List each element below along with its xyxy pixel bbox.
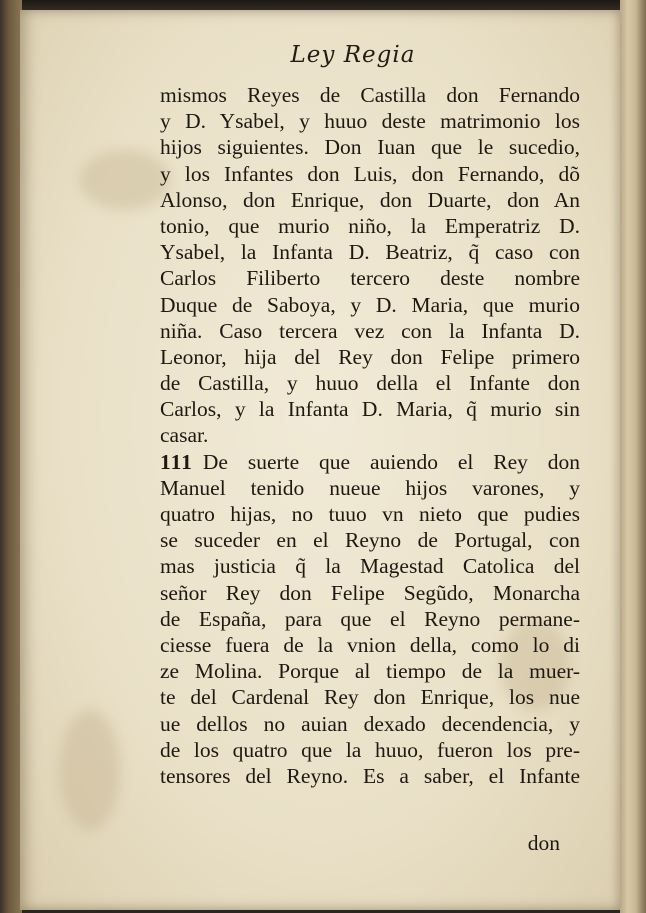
text-line: casar.	[160, 423, 209, 448]
text-line: tensores del Reyno. Es a saber, el Infante	[160, 763, 580, 788]
text-line: mismos Reyes de Castilla don Fernando	[160, 83, 580, 107]
running-title: Ley Regia	[290, 42, 416, 68]
text-line: de España, para que el Reyno permane-	[160, 606, 580, 631]
text-line: Manuel tenido nueue hijos varones, y	[160, 475, 580, 500]
page-text-block	[160, 82, 580, 789]
text-line: Ysabel, la Infanta D. Beatriz, q̃ caso con	[160, 240, 580, 265]
text-line: y los Infantes don Luis, don Fernando, dõ	[160, 161, 580, 186]
book-fore-edge	[620, 0, 646, 913]
text-line: te del Cardenal Rey don Enrique, los nue	[160, 685, 580, 710]
paper-stain	[80, 150, 170, 210]
text-line: señor Rey don Felipe Segũdo, Monarcha	[160, 580, 580, 605]
paragraph-first-line	[160, 449, 580, 475]
text-line: niña. Caso tercera vez con la Infanta D.	[160, 318, 580, 343]
text-line: quatro hijas, no tuuo vn nieto que pudies	[160, 502, 580, 526]
text-line: Duque de Saboya, y D. Maria, que murio	[160, 292, 580, 317]
text-line: tonio, que murio niño, la Emperatriz D.	[160, 213, 580, 238]
book-gutter	[0, 0, 22, 913]
text-line: Carlos Filiberto tercero deste nombre	[160, 266, 580, 291]
text-line: Carlos, y la Infanta D. Maria, q̃ murio sin	[160, 397, 580, 422]
catchword: don	[527, 831, 560, 855]
text-line: de Castilla, y huuo della el Infante don	[160, 371, 580, 396]
paragraph-number: 111	[160, 449, 193, 474]
text-line: ciesse fuera de la vnion della, como lo di	[160, 632, 580, 657]
text-line: de los quatro que la huuo, fueron los pre-	[160, 737, 580, 762]
text-line: se suceder en el Reyno de Portugal, con	[160, 528, 580, 553]
text-line: mas justicia q̃ la Magestad Catolica del	[160, 554, 580, 579]
paper-stain	[60, 710, 120, 830]
text-line: Leonor, hija del Rey don Felipe primero	[160, 344, 580, 369]
text-line: ue dellos no auian dexado decendencia, y	[160, 711, 580, 736]
text-line: ze Molina. Porque al tiempo de la muer-	[160, 659, 580, 684]
text-line: De suerte que auiendo el Rey don	[202, 449, 580, 474]
text-line: Alonso, don Enrique, don Duarte, don An	[160, 187, 580, 212]
text-line: y D. Ysabel, y huuo deste matrimonio los	[160, 109, 580, 134]
text-line: hijos siguientes. Don Iuan que le sucedio,	[160, 135, 580, 160]
